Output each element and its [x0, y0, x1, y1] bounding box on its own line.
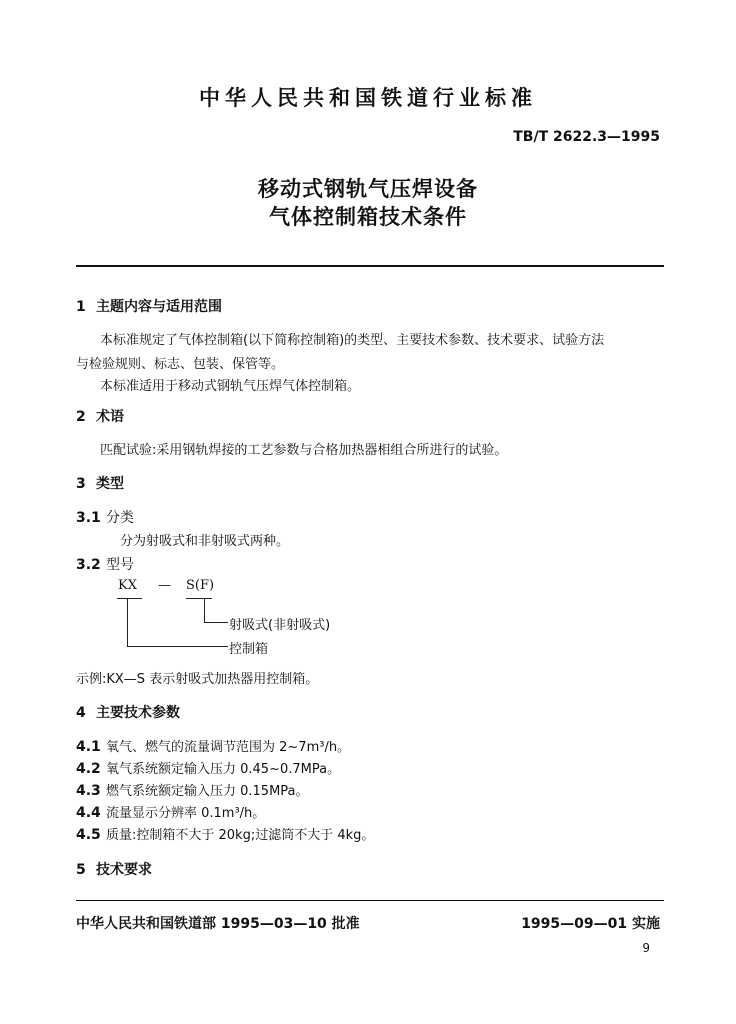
sf-leader-vertical — [204, 599, 205, 623]
section-3-1-title: 分类 — [106, 510, 134, 526]
section-3-2-title: 型号 — [106, 557, 134, 573]
model-label-control-box: 控制箱 — [229, 642, 269, 657]
model-example: 示例:KX—S 表示射吸式加热器用控制箱。 — [76, 672, 319, 687]
section-5-heading — [76, 859, 152, 879]
section-2-title: 术语 — [96, 409, 124, 425]
section-4-item-text: 质量:控制箱不大于 20kg;过滤筒不大于 4kg。 — [106, 828, 375, 843]
section-4-item — [76, 736, 350, 755]
section-1-paragraph-1b: 与检验规则、标志、包装、保管等。 — [76, 357, 285, 372]
section-3-1-paragraph: 分为射吸式和非射吸式两种。 — [120, 534, 290, 549]
section-1-heading — [76, 296, 222, 316]
kx-leader-horizontal — [127, 646, 228, 647]
section-4-item — [76, 780, 309, 799]
section-3-heading — [76, 473, 124, 493]
standard-code: TB/T 2622.3—1995 — [513, 129, 660, 145]
section-5-title: 技术要求 — [96, 862, 152, 878]
section-4-item-text: 氧气、燃气的流量调节范围为 2~7m³/h。 — [106, 740, 351, 755]
section-2-heading — [76, 406, 124, 426]
section-3-number: 3 — [76, 476, 86, 492]
section-4-heading — [76, 702, 180, 722]
section-4-item-number: 4.5 — [76, 827, 101, 843]
section-3-2-heading — [76, 554, 134, 574]
section-4-item-text: 流量显示分辨率 0.1m³/h。 — [106, 806, 266, 821]
section-4-item-text: 燃气系统额定输入压力 0.15MPa。 — [106, 784, 309, 799]
document-title-line2: 气体控制箱技术条件 — [269, 205, 467, 229]
section-4-number: 4 — [76, 705, 86, 721]
sf-underline — [186, 598, 212, 599]
section-1-number: 1 — [76, 299, 86, 315]
approval-note: 中华人民共和国铁道部 1995—03—10 批准 — [76, 916, 360, 932]
model-code-kx: KX — [118, 578, 137, 593]
section-1-title: 主题内容与适用范围 — [96, 299, 222, 315]
section-4-title: 主要技术参数 — [96, 705, 180, 721]
kx-leader-vertical — [127, 599, 128, 647]
section-3-1-number: 3.1 — [76, 510, 101, 526]
model-code-dash: — — [158, 578, 171, 593]
section-5-number: 5 — [76, 862, 86, 878]
standard-title: 中华人民共和国铁道行业标准 — [199, 86, 537, 110]
section-4-item-number: 4.2 — [76, 761, 101, 777]
section-1-paragraph-1a: 本标准规定了气体控制箱(以下简称控制箱)的类型、主要技术参数、技术要求、试验方法 — [100, 333, 605, 348]
footer-divider — [76, 900, 664, 901]
section-4-item-number: 4.3 — [76, 783, 101, 799]
header-divider — [76, 265, 664, 267]
section-1-paragraph-2: 本标准适用于移动式钢轨气压焊气体控制箱。 — [100, 379, 361, 394]
section-4-item-number: 4.1 — [76, 739, 101, 755]
section-3-1-heading — [76, 507, 134, 527]
document-title-line1: 移动式钢轨气压焊设备 — [258, 177, 478, 201]
section-4-item-text: 氧气系统额定输入压力 0.45~0.7MPa。 — [106, 762, 341, 777]
kx-underline — [117, 598, 142, 599]
section-2-number: 2 — [76, 409, 86, 425]
section-3-title: 类型 — [96, 476, 124, 492]
section-4-item-number: 4.4 — [76, 805, 101, 821]
section-4-item — [76, 824, 374, 843]
sf-leader-horizontal — [204, 622, 228, 623]
page-number: 9 — [642, 941, 650, 955]
implementation-date: 1995—09—01 实施 — [521, 916, 660, 932]
section-3-2-number: 3.2 — [76, 557, 101, 573]
model-label-injector: 射吸式(非射吸式) — [229, 618, 331, 633]
model-code-sf: S(F) — [186, 578, 215, 593]
section-4-item — [76, 802, 265, 821]
section-2-paragraph: 匹配试验:采用钢轨焊接的工艺参数与合格加热器相组合所进行的试验。 — [100, 443, 508, 458]
section-4-item — [76, 758, 340, 777]
